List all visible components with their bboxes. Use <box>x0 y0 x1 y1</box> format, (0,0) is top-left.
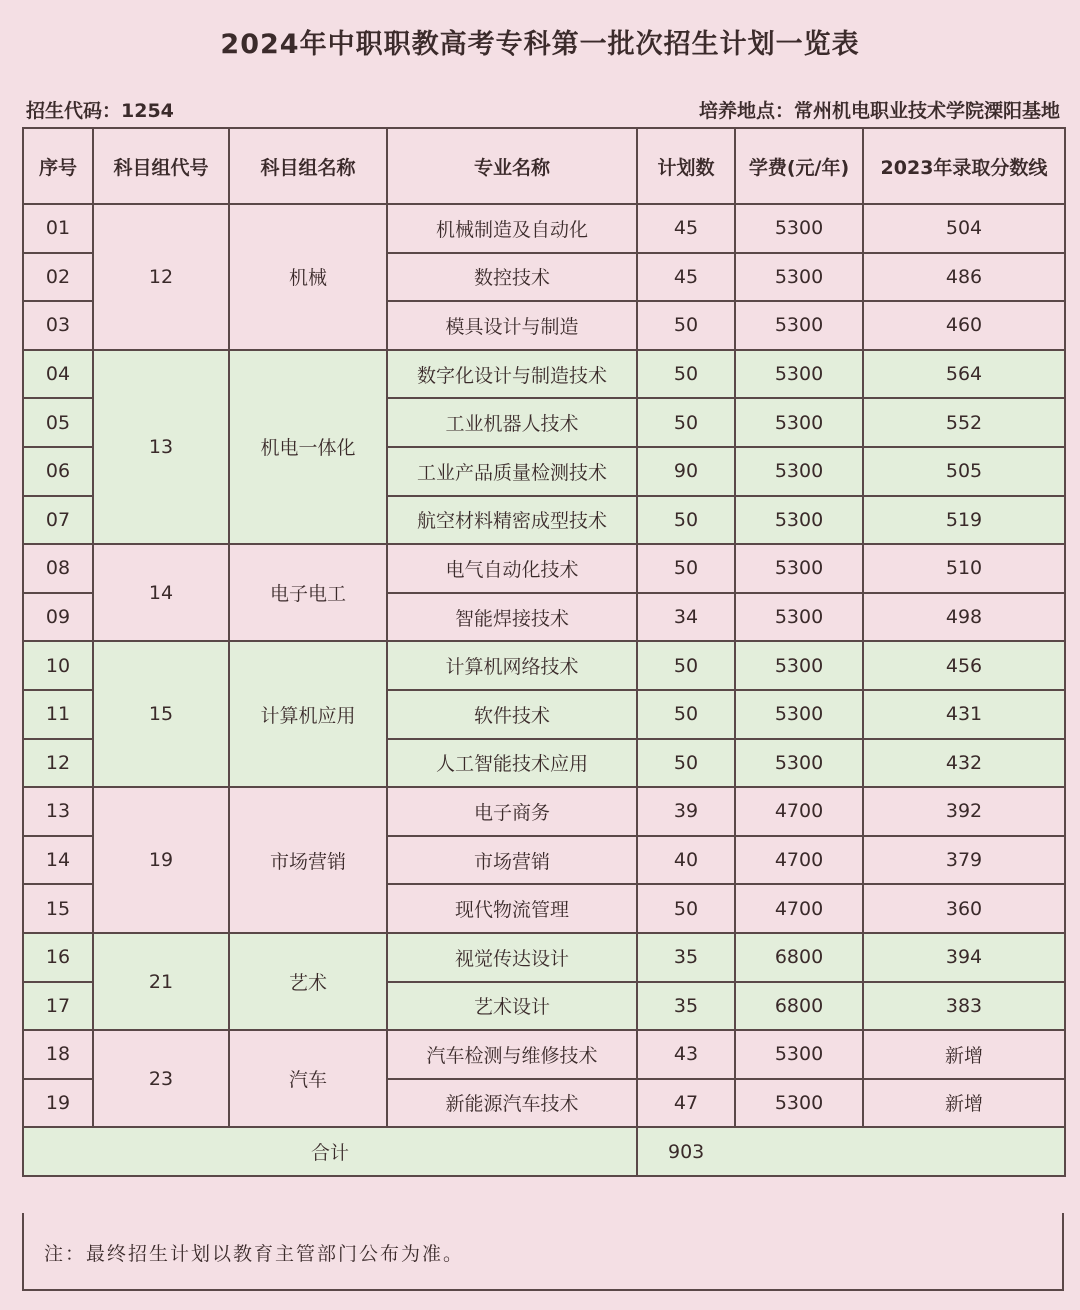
tuition-fee: 5300 <box>735 690 863 739</box>
plan-count: 43 <box>637 1030 735 1079</box>
group-code: 14 <box>93 544 229 641</box>
header-no: 序号 <box>23 128 93 204</box>
row-number: 18 <box>23 1030 93 1079</box>
row-number: 15 <box>23 884 93 933</box>
header-score: 2023年录取分数线 <box>863 128 1065 204</box>
row-number: 17 <box>23 982 93 1031</box>
plan-count: 50 <box>637 690 735 739</box>
tuition-fee: 5300 <box>735 641 863 690</box>
plan-count: 50 <box>637 301 735 350</box>
tuition-fee: 6800 <box>735 982 863 1031</box>
header-major: 专业名称 <box>387 128 637 204</box>
cutoff-score: 456 <box>863 641 1065 690</box>
cutoff-score: 431 <box>863 690 1065 739</box>
row-number: 07 <box>23 496 93 545</box>
header-plan: 计划数 <box>637 128 735 204</box>
group-code: 23 <box>93 1030 229 1127</box>
total-label: 合计 <box>23 1127 637 1176</box>
table-row <box>23 350 1065 399</box>
cutoff-score: 486 <box>863 253 1065 302</box>
tuition-fee: 5300 <box>735 544 863 593</box>
table-row <box>23 641 1065 690</box>
group-name: 市场营销 <box>229 787 387 933</box>
cutoff-score: 432 <box>863 739 1065 788</box>
row-number: 13 <box>23 787 93 836</box>
group-name: 计算机应用 <box>229 641 387 787</box>
tuition-fee: 6800 <box>735 933 863 982</box>
row-number: 05 <box>23 398 93 447</box>
table-row <box>23 544 1065 593</box>
group-name: 机械 <box>229 204 387 350</box>
row-number: 02 <box>23 253 93 302</box>
group-code: 19 <box>93 787 229 933</box>
plan-count: 39 <box>637 787 735 836</box>
cutoff-score: 498 <box>863 593 1065 642</box>
plan-count: 50 <box>637 398 735 447</box>
group-name: 电子电工 <box>229 544 387 641</box>
major-name: 航空材料精密成型技术 <box>387 496 637 545</box>
plan-count: 50 <box>637 544 735 593</box>
major-name: 机械制造及自动化 <box>387 204 637 253</box>
table-header-row <box>23 128 1065 204</box>
major-name: 工业机器人技术 <box>387 398 637 447</box>
enroll-code: 招生代码：1254 <box>26 100 174 122</box>
cutoff-score: 新增 <box>863 1079 1065 1128</box>
cutoff-score: 505 <box>863 447 1065 496</box>
plan-count: 40 <box>637 836 735 885</box>
group-name: 艺术 <box>229 933 387 1030</box>
row-number: 11 <box>23 690 93 739</box>
table-body <box>23 204 1065 1127</box>
plan-count: 35 <box>637 982 735 1031</box>
tuition-fee: 4700 <box>735 836 863 885</box>
tuition-fee: 5300 <box>735 253 863 302</box>
major-name: 数字化设计与制造技术 <box>387 350 637 399</box>
plan-count: 50 <box>637 641 735 690</box>
cutoff-score: 510 <box>863 544 1065 593</box>
row-number: 06 <box>23 447 93 496</box>
tuition-fee: 5300 <box>735 1079 863 1128</box>
major-name: 工业产品质量检测技术 <box>387 447 637 496</box>
group-code: 21 <box>93 933 229 1030</box>
tuition-fee: 5300 <box>735 593 863 642</box>
header-fee: 学费(元/年) <box>735 128 863 204</box>
plan-count: 50 <box>637 739 735 788</box>
note-text: 注：最终招生计划以教育主管部门公布为准。 <box>44 1243 465 1265</box>
group-code: 15 <box>93 641 229 787</box>
major-name: 软件技术 <box>387 690 637 739</box>
enrollment-table <box>22 127 1066 1177</box>
cutoff-score: 504 <box>863 204 1065 253</box>
note-box <box>22 1213 1064 1291</box>
major-name: 新能源汽车技术 <box>387 1079 637 1128</box>
tuition-fee: 5300 <box>735 301 863 350</box>
cutoff-score: 394 <box>863 933 1065 982</box>
cutoff-score: 460 <box>863 301 1065 350</box>
row-number: 04 <box>23 350 93 399</box>
cutoff-score: 519 <box>863 496 1065 545</box>
major-name: 计算机网络技术 <box>387 641 637 690</box>
plan-count: 50 <box>637 350 735 399</box>
plan-count: 35 <box>637 933 735 982</box>
plan-count: 45 <box>637 204 735 253</box>
group-name: 汽车 <box>229 1030 387 1127</box>
group-code: 13 <box>93 350 229 544</box>
plan-count: 47 <box>637 1079 735 1128</box>
cutoff-score: 379 <box>863 836 1065 885</box>
tuition-fee: 5300 <box>735 350 863 399</box>
row-number: 03 <box>23 301 93 350</box>
cutoff-score: 392 <box>863 787 1065 836</box>
tuition-fee: 5300 <box>735 1030 863 1079</box>
major-name: 电子商务 <box>387 787 637 836</box>
tuition-fee: 4700 <box>735 884 863 933</box>
major-name: 汽车检测与维修技术 <box>387 1030 637 1079</box>
table-row <box>23 204 1065 253</box>
major-name: 人工智能技术应用 <box>387 739 637 788</box>
total-row <box>23 1127 1065 1176</box>
training-location: 培养地点：常州机电职业技术学院溧阳基地 <box>698 100 1060 122</box>
plan-count: 45 <box>637 253 735 302</box>
tuition-fee: 4700 <box>735 787 863 836</box>
tuition-fee: 5300 <box>735 739 863 788</box>
row-number: 14 <box>23 836 93 885</box>
row-number: 01 <box>23 204 93 253</box>
cutoff-score: 360 <box>863 884 1065 933</box>
group-code: 12 <box>93 204 229 350</box>
major-name: 电气自动化技术 <box>387 544 637 593</box>
major-name: 模具设计与制造 <box>387 301 637 350</box>
major-name: 视觉传达设计 <box>387 933 637 982</box>
cutoff-score: 新增 <box>863 1030 1065 1079</box>
major-name: 现代物流管理 <box>387 884 637 933</box>
row-number: 19 <box>23 1079 93 1128</box>
plan-count: 50 <box>637 884 735 933</box>
plan-count: 90 <box>637 447 735 496</box>
major-name: 数控技术 <box>387 253 637 302</box>
tuition-fee: 5300 <box>735 496 863 545</box>
table-row <box>23 1030 1065 1079</box>
row-number: 10 <box>23 641 93 690</box>
row-number: 09 <box>23 593 93 642</box>
tuition-fee: 5300 <box>735 398 863 447</box>
cutoff-score: 564 <box>863 350 1065 399</box>
row-number: 16 <box>23 933 93 982</box>
table-row <box>23 933 1065 982</box>
header-group-code: 科目组代号 <box>93 128 229 204</box>
plan-count: 50 <box>637 496 735 545</box>
major-name: 艺术设计 <box>387 982 637 1031</box>
page-title: 2024年中职职教高考专科第一批次招生计划一览表 <box>220 29 860 60</box>
cutoff-score: 552 <box>863 398 1065 447</box>
tuition-fee: 5300 <box>735 447 863 496</box>
tuition-fee: 5300 <box>735 204 863 253</box>
row-number: 12 <box>23 739 93 788</box>
major-name: 市场营销 <box>387 836 637 885</box>
major-name: 智能焊接技术 <box>387 593 637 642</box>
total-value: 903 <box>637 1127 1065 1176</box>
row-number: 08 <box>23 544 93 593</box>
plan-count: 34 <box>637 593 735 642</box>
header-group-name: 科目组名称 <box>229 128 387 204</box>
group-name: 机电一体化 <box>229 350 387 544</box>
cutoff-score: 383 <box>863 982 1065 1031</box>
table-row <box>23 787 1065 836</box>
